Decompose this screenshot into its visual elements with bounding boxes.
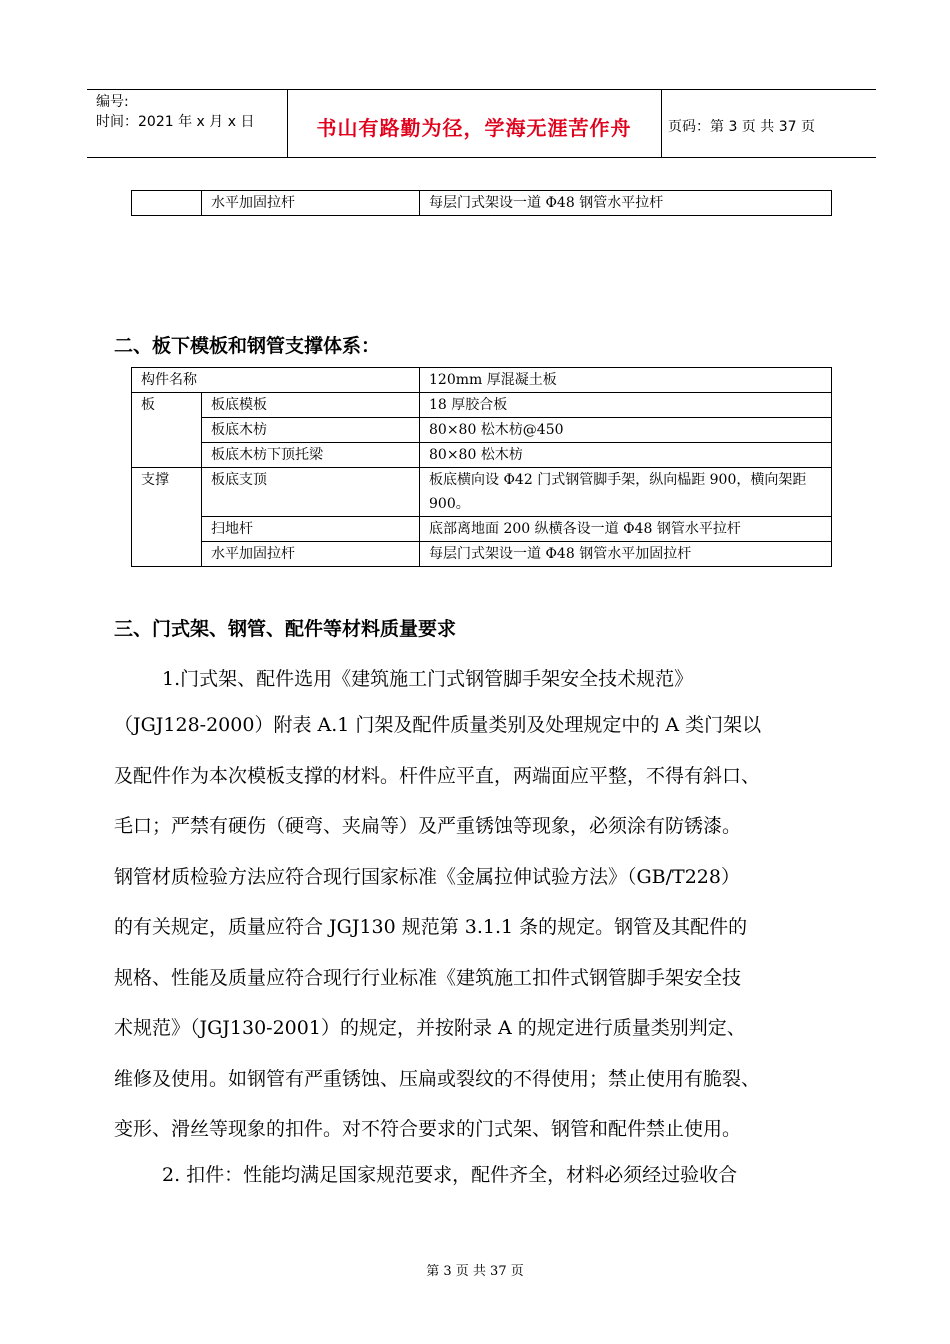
paragraph-line: 2. 扣件：性能均满足国家规范要求，配件齐全，材料必须经过验收合 [162,1164,738,1186]
paragraph-line: 变形、滑丝等现象的扣件。对不符合要求的门式架、钢管和配件禁止使用。 [114,1118,742,1140]
table-cell: 水平加固拉杆 [202,542,420,567]
formwork-table [131,367,832,567]
paragraph-line: 及配件作为本次模板支撑的材料。杆件应平直，两端面应平整，不得有斜口、 [114,764,761,787]
table-row [132,517,832,542]
header-page-number: 页码：第 3 页 共 37 页 [668,119,815,135]
header-meta [96,92,254,132]
table-row [132,368,832,393]
continued-table [131,190,832,216]
paragraph-line: 规格、性能及质量应符合现行行业标准《建筑施工扣件式钢管脚手架安全技 [114,966,742,989]
number-label: 编号: [96,94,129,110]
table-cell: 构件名称 [132,368,420,393]
section-heading: 二、板下模板和钢管支撑体系： [114,335,381,357]
paragraph-line: 术规范》（JGJ130-2001）的规定，并按附录 A 的规定进行质量类别判定、 [114,1017,746,1039]
table-row [132,191,832,216]
page-footer: 第 3 页 共 37 页 [426,1264,524,1279]
paragraph-line: 的有关规定，质量应符合 JGJ130 规范第 3.1.1 条的规定。钢管及其配件的 [114,916,748,938]
header-bottom-rule [87,157,876,158]
table-cell: 板底横向设 Φ42 门式钢管脚手架，纵向榀距 900，横向架距 900。 [420,468,832,517]
table-row [132,393,832,418]
table-cell: 底部离地面 200 纵横各设一道 Φ48 钢管水平拉杆 [420,517,832,542]
header-divider [661,89,662,157]
paragraph-line: 毛口；严禁有硬伤（硬弯、夹扁等）及严重锈蚀等现象，必须涂有防锈漆。 [114,815,742,837]
section-heading: 三、门式架、钢管、配件等材料质量要求 [114,618,457,640]
table-cell: 每层门式架设一道 Φ48 钢管水平拉杆 [420,191,832,216]
paragraph-line: （JGJ128-2000）附表 A.1 门架及配件质量类别及处理规定中的 A 类门架以 [114,714,762,736]
header-top-rule [87,89,876,90]
table-cell: 水平加固拉杆 [202,191,420,216]
table-cell: 支撑 [132,468,202,567]
table-row [132,542,832,567]
time-label: 时间：2021 年 x 月 x 日 [96,114,255,130]
table-row [132,443,832,468]
paragraph-line: 维修及使用。如钢管有严重锈蚀、压扁或裂纹的不得使用；禁止使用有脆裂、 [114,1067,761,1090]
table-cell: 每层门式架设一道 Φ48 钢管水平加固拉杆 [420,542,832,567]
paragraph [114,700,864,1155]
table-cell [132,191,202,216]
paragraph-line: 钢管材质检验方法应符合现行国家标准《金属拉伸试验方法》（GB/T228） [114,865,740,888]
table-row [132,468,832,517]
table-cell: 120mm 厚混凝土板 [420,368,832,393]
table-cell: 板底木枋 [202,418,420,443]
table-row [132,418,832,443]
table-cell: 板 [132,393,202,468]
table-cell: 板底支顶 [202,468,420,517]
table-cell: 80×80 松木枋@450 [420,418,832,443]
table-cell: 板底木枋下顶托梁 [202,443,420,468]
table-cell: 板底模板 [202,393,420,418]
paragraph-line: 1.门式架、配件选用《建筑施工门式钢管脚手架安全技术规范》 [162,668,694,690]
header-slogan: 书山有路勤为径，学海无涯苦作舟 [316,116,632,140]
table-cell: 18 厚胶合板 [420,393,832,418]
table-cell: 80×80 松木枋 [420,443,832,468]
table-cell: 扫地杆 [202,517,420,542]
